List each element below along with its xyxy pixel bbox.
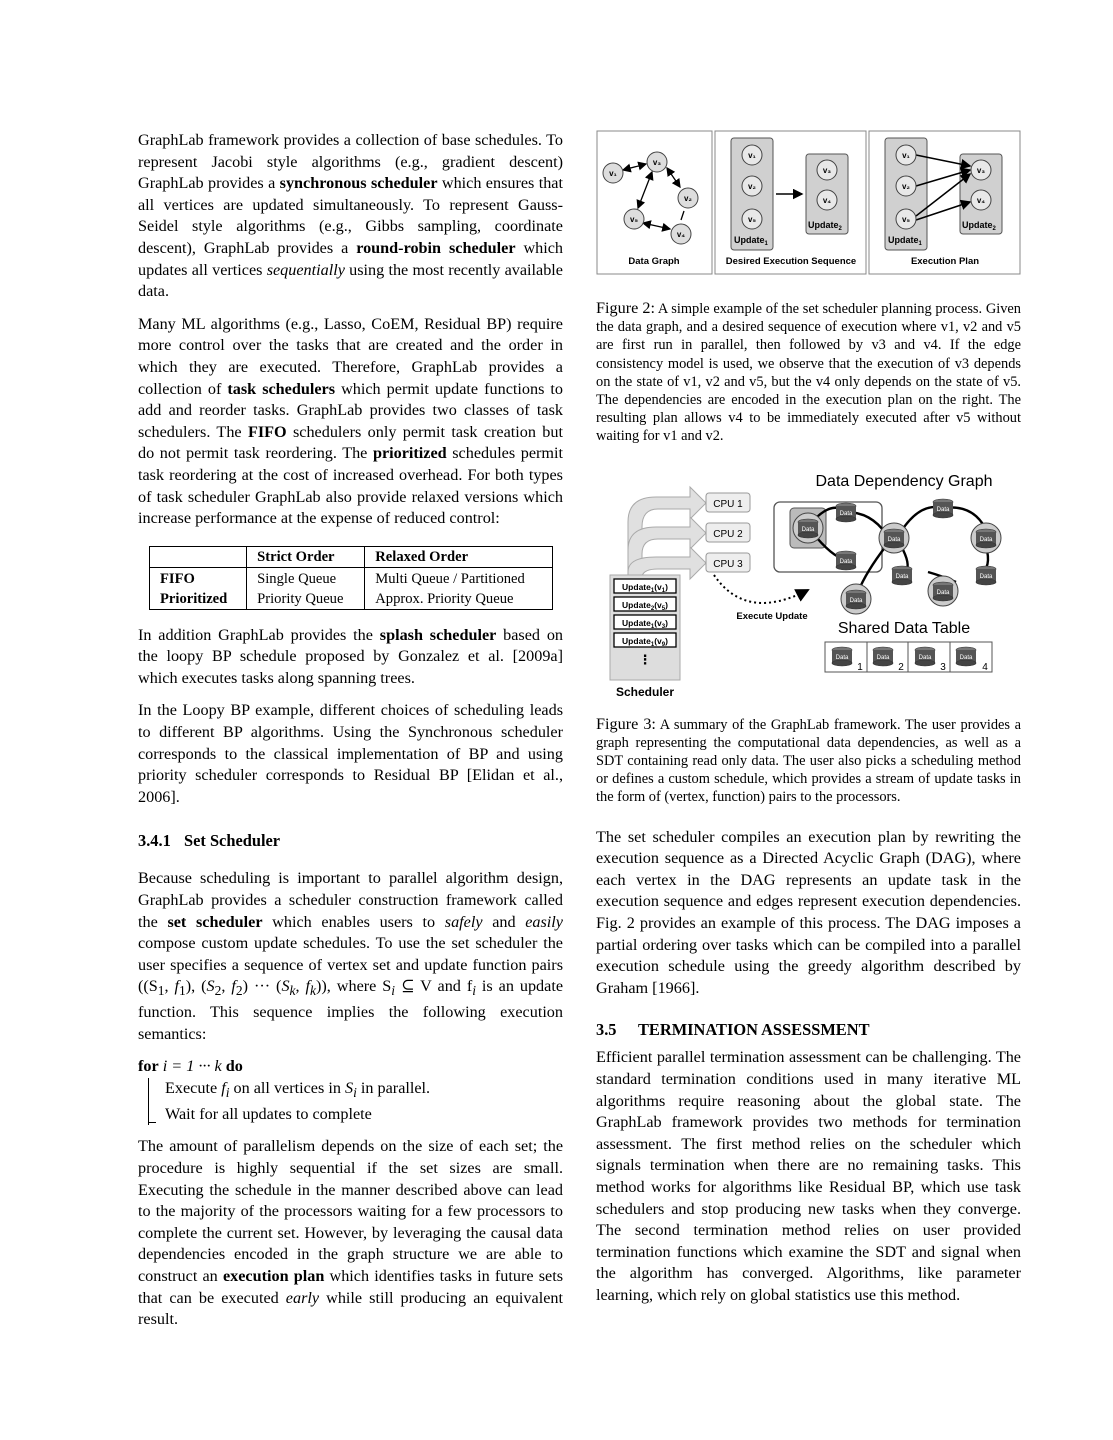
svg-text:Data: Data (895, 573, 909, 580)
cpu-arrows (628, 487, 706, 579)
svg-text:v₅: v₅ (629, 215, 639, 224)
paragraph-set-scheduler: Because scheduling is important to parallel algorithm design, GraphLab provides a scheduler construction framework called the set scheduler which enables users to safely and easily compose custom update schedules. To use the set scheduler the user specifies a sequence of vertex set and update function pairs (($S_1$, $f_1$), ($S_2$, $f_2$) ··· ($S_k$, $f_k$)), where $S_i$ ⊆ V and $f_i$ is an update function. This sequence implies the following execution semantics: (138, 869, 564, 1043)
scheduler-table (149, 546, 553, 610)
left-column (138, 130, 563, 1331)
table-cell: Single Queue (247, 567, 365, 589)
svg-text:v₂: v₂ (683, 194, 693, 203)
execute-update-label: Execute Update (736, 610, 808, 622)
cpu-3-label: CPU 3 (713, 558, 743, 570)
fig2-panel1-label: Data Graph (628, 256, 680, 267)
paragraph-task-schedulers: Many ML algorithms (e.g., Lasso, CoEM, Residual BP) require more control over the tasks that are created and the order in which they are executed. Therefore, GraphLab provides a collection of task schedulers which permit update functions to add and reorder tasks. GraphLab provides two classes of task schedulers. The FIFO schedulers only permit task creation but do not permit task reordering. The prioritized schedules permit task reordering at the cost of increased overhead. For both types of task scheduler GraphLab also provide relaxed versions which increase performance at the expense of reduced control: (138, 314, 563, 528)
section-heading-termination: 3.5 TERMINATION ASSESSMENT (596, 1020, 870, 1040)
table-cell: Multi Queue / Partitioned (365, 567, 553, 589)
cpu-1-label: CPU 1 (713, 498, 743, 510)
figure-2-caption: Figure 2: A simple example of the set scheduler planning process. Given the data graph, and a desired sequence of execution where v1, v2 and v5 are first run in parallel, then followed by v3 and v4. If the edge consistency model is used, we observe that the execution of v3 depends on the state of v1, v2 and v5, but the v4 only depends on the state of v5. The dependencies are encoded in the execution plan on the right. The resulting plan allows v4 to be immediately executed after v5 without waiting for v1 and v2. (596, 299, 1021, 445)
update-2-label: Update$_2$ (808, 220, 842, 232)
right-column (596, 130, 1021, 1307)
svg-text:v₁: v₁ (902, 151, 910, 160)
svg-text:Update1: Update$_1$ (888, 235, 922, 247)
paragraph-base-schedulers: GraphLab framework provides a collection of base schedules. To represent Jacobi style algorithms (e.g., gradient descent) GraphLab provides a synchronous scheduler which ensures that all vertices are updated simultaneously. To represent Gauss-Seidel style algorithms (e.g., Gibbs sampling, coordinate descent), GraphLab provides a round-robin scheduler which updates all vertices sequentially using the most recently available data. (138, 131, 564, 301)
svg-text:Data: Data (979, 536, 993, 543)
scheduler-label: Scheduler (615, 684, 675, 699)
shared-data-table-title: Shared Data Table (837, 619, 971, 637)
fig2-panel2-label: Desired Execution Sequence (725, 256, 857, 267)
svg-text:Data: Data (849, 597, 863, 604)
update-1-label: Update$_1$ (734, 235, 768, 247)
cpu-2-label: CPU 2 (713, 528, 743, 540)
data-dependency-graph-title: Data Dependency Graph (815, 472, 993, 490)
svg-text:Data: Data (887, 536, 901, 543)
svg-text:v₅: v₅ (901, 215, 911, 224)
table-header-relaxed: Relaxed Order (365, 546, 553, 567)
svg-text:Data: Data (839, 510, 853, 517)
fig2-panel3-label: Execution Plan (910, 256, 980, 267)
svg-text:3: 3 (940, 661, 946, 673)
svg-text:Data: Data (876, 654, 890, 661)
figure-3-caption: Figure 3: A summary of the GraphLab framework. The user provides a graph representing the computational data dependencies, as well as a SDT containing read only data. The user also picks a scheduling method or defines a custom schedule, which provides a stream of update tasks in the form of (vertex, function) pairs to the processors. (596, 714, 1021, 806)
svg-text:4: 4 (982, 661, 988, 673)
cpu-boxes (706, 493, 750, 572)
table-row (150, 567, 553, 589)
svg-text:⋮: ⋮ (638, 651, 652, 667)
table-header-strict: Strict Order (247, 546, 365, 567)
svg-text:v₁: v₁ (609, 169, 617, 178)
svg-text:Update1(v9): $Update_1(v_9)$ (622, 635, 668, 648)
svg-text:v₂: v₂ (747, 182, 757, 191)
svg-text:Data: Data (801, 526, 815, 533)
svg-text:v₄: v₄ (676, 230, 686, 239)
paragraph-loopy-bp: In the Loopy BP example, different choices of scheduling leads to different BP algorithms. Using the Synchronous scheduler corresponds to the classical implementation of BP and using priority scheduler corresponds to Residual BP [Elidan et al., 2006]. (138, 701, 563, 806)
table-header-empty (150, 546, 247, 567)
svg-text:2: 2 (898, 661, 904, 673)
table-cell: Priority Queue (247, 589, 365, 610)
paragraph-execution-plan: The set scheduler compiles an execution plan by rewriting the execution sequence as a Directed Acyclic Graph (DAG), where each vertex in the DAG represents an update task in the execution sequence and edges represent execution dependencies. Fig. 2 provides an example of this process. The DAG imposes a partial ordering over tasks which can be compiled into a parallel execution schedule using the greedy algorithm described by Graham [1966]. (596, 827, 1021, 997)
svg-text:v₃: v₃ (976, 166, 986, 175)
svg-text:Update1(v1): $Update_1(v_1)$ (622, 581, 668, 594)
svg-text:Data: Data (979, 573, 993, 580)
svg-text:Data: Data (936, 589, 950, 596)
svg-text:v₄: v₄ (822, 196, 832, 205)
table-cell: Prioritized (150, 589, 247, 610)
paragraph-parallelism: The amount of parallelism depends on the size of each set; the procedure is highly sequential if the set sizes are small. Executing the schedule in the manner described above can lead to the majority of the processors waiting for a few processors to complete the current set. However, by leveraging the causal data dependencies encoded in the graph structure we are able to construct an execution plan which identifies tasks in future sets that can be executed early while still producing an equivalent result. (138, 1137, 563, 1329)
scheduler-queue (610, 575, 680, 699)
dependency-graph (774, 499, 1001, 614)
svg-text:v₂: v₂ (901, 182, 911, 191)
svg-text:Update2: Update$_2$ (962, 220, 996, 232)
algorithm-block: for i = 1 ··· k do Execute $f_i$ on all vertices in $S_i$ in parallel. Wait for all updates to complete (138, 1056, 563, 1125)
svg-text:Update1(v3): $Update_1(v_3)$ (622, 617, 668, 630)
figure-3-diagram (596, 472, 1021, 702)
svg-text:Data: Data (936, 506, 950, 513)
table-row (150, 589, 553, 610)
shared-data-table (825, 642, 992, 673)
paragraph-termination: Efficient parallel termination assessment can be challenging. The standard termination conditions used in many iterative ML algorithms require reasoning about the global state. The GraphLab framework provides two methods for termination assessment. The first method relies on the scheduler which signals termination when there are no remaining tasks. This method works for algorithms like Residual BP, which use task schedulers and stop producing new tasks when they converge. The second termination method relies on user provided termination functions which examine the SDT and signal when the algorithm has converged. Algorithms, like parameter learning, which rely on global statistics use this method. (596, 1048, 1021, 1304)
svg-text:Update2(v5): $Update_2(v_5)$ (622, 599, 668, 612)
svg-text:Data: Data (835, 654, 849, 661)
svg-text:v₄: v₄ (976, 196, 986, 205)
svg-text:v₃: v₃ (822, 166, 832, 175)
section-heading-set-scheduler: 3.4.1 Set Scheduler (138, 831, 281, 851)
svg-text:v₃: v₃ (652, 158, 662, 167)
svg-text:Data: Data (918, 654, 932, 661)
table-cell: Approx. Priority Queue (365, 589, 553, 610)
svg-text:Data: Data (839, 558, 853, 565)
svg-text:v₅: v₅ (747, 215, 757, 224)
table-cell: FIFO (150, 567, 247, 589)
svg-text:Data: Data (959, 654, 973, 661)
svg-text:v₁: v₁ (748, 151, 756, 160)
figure-2-diagram (596, 130, 1021, 276)
svg-text:1: 1 (857, 661, 863, 673)
paragraph-splash-scheduler: In addition GraphLab provides the splash scheduler based on the loopy BP schedule proposed by Gonzalez et al. [2009a] which executes tasks along spanning trees. (138, 625, 564, 687)
